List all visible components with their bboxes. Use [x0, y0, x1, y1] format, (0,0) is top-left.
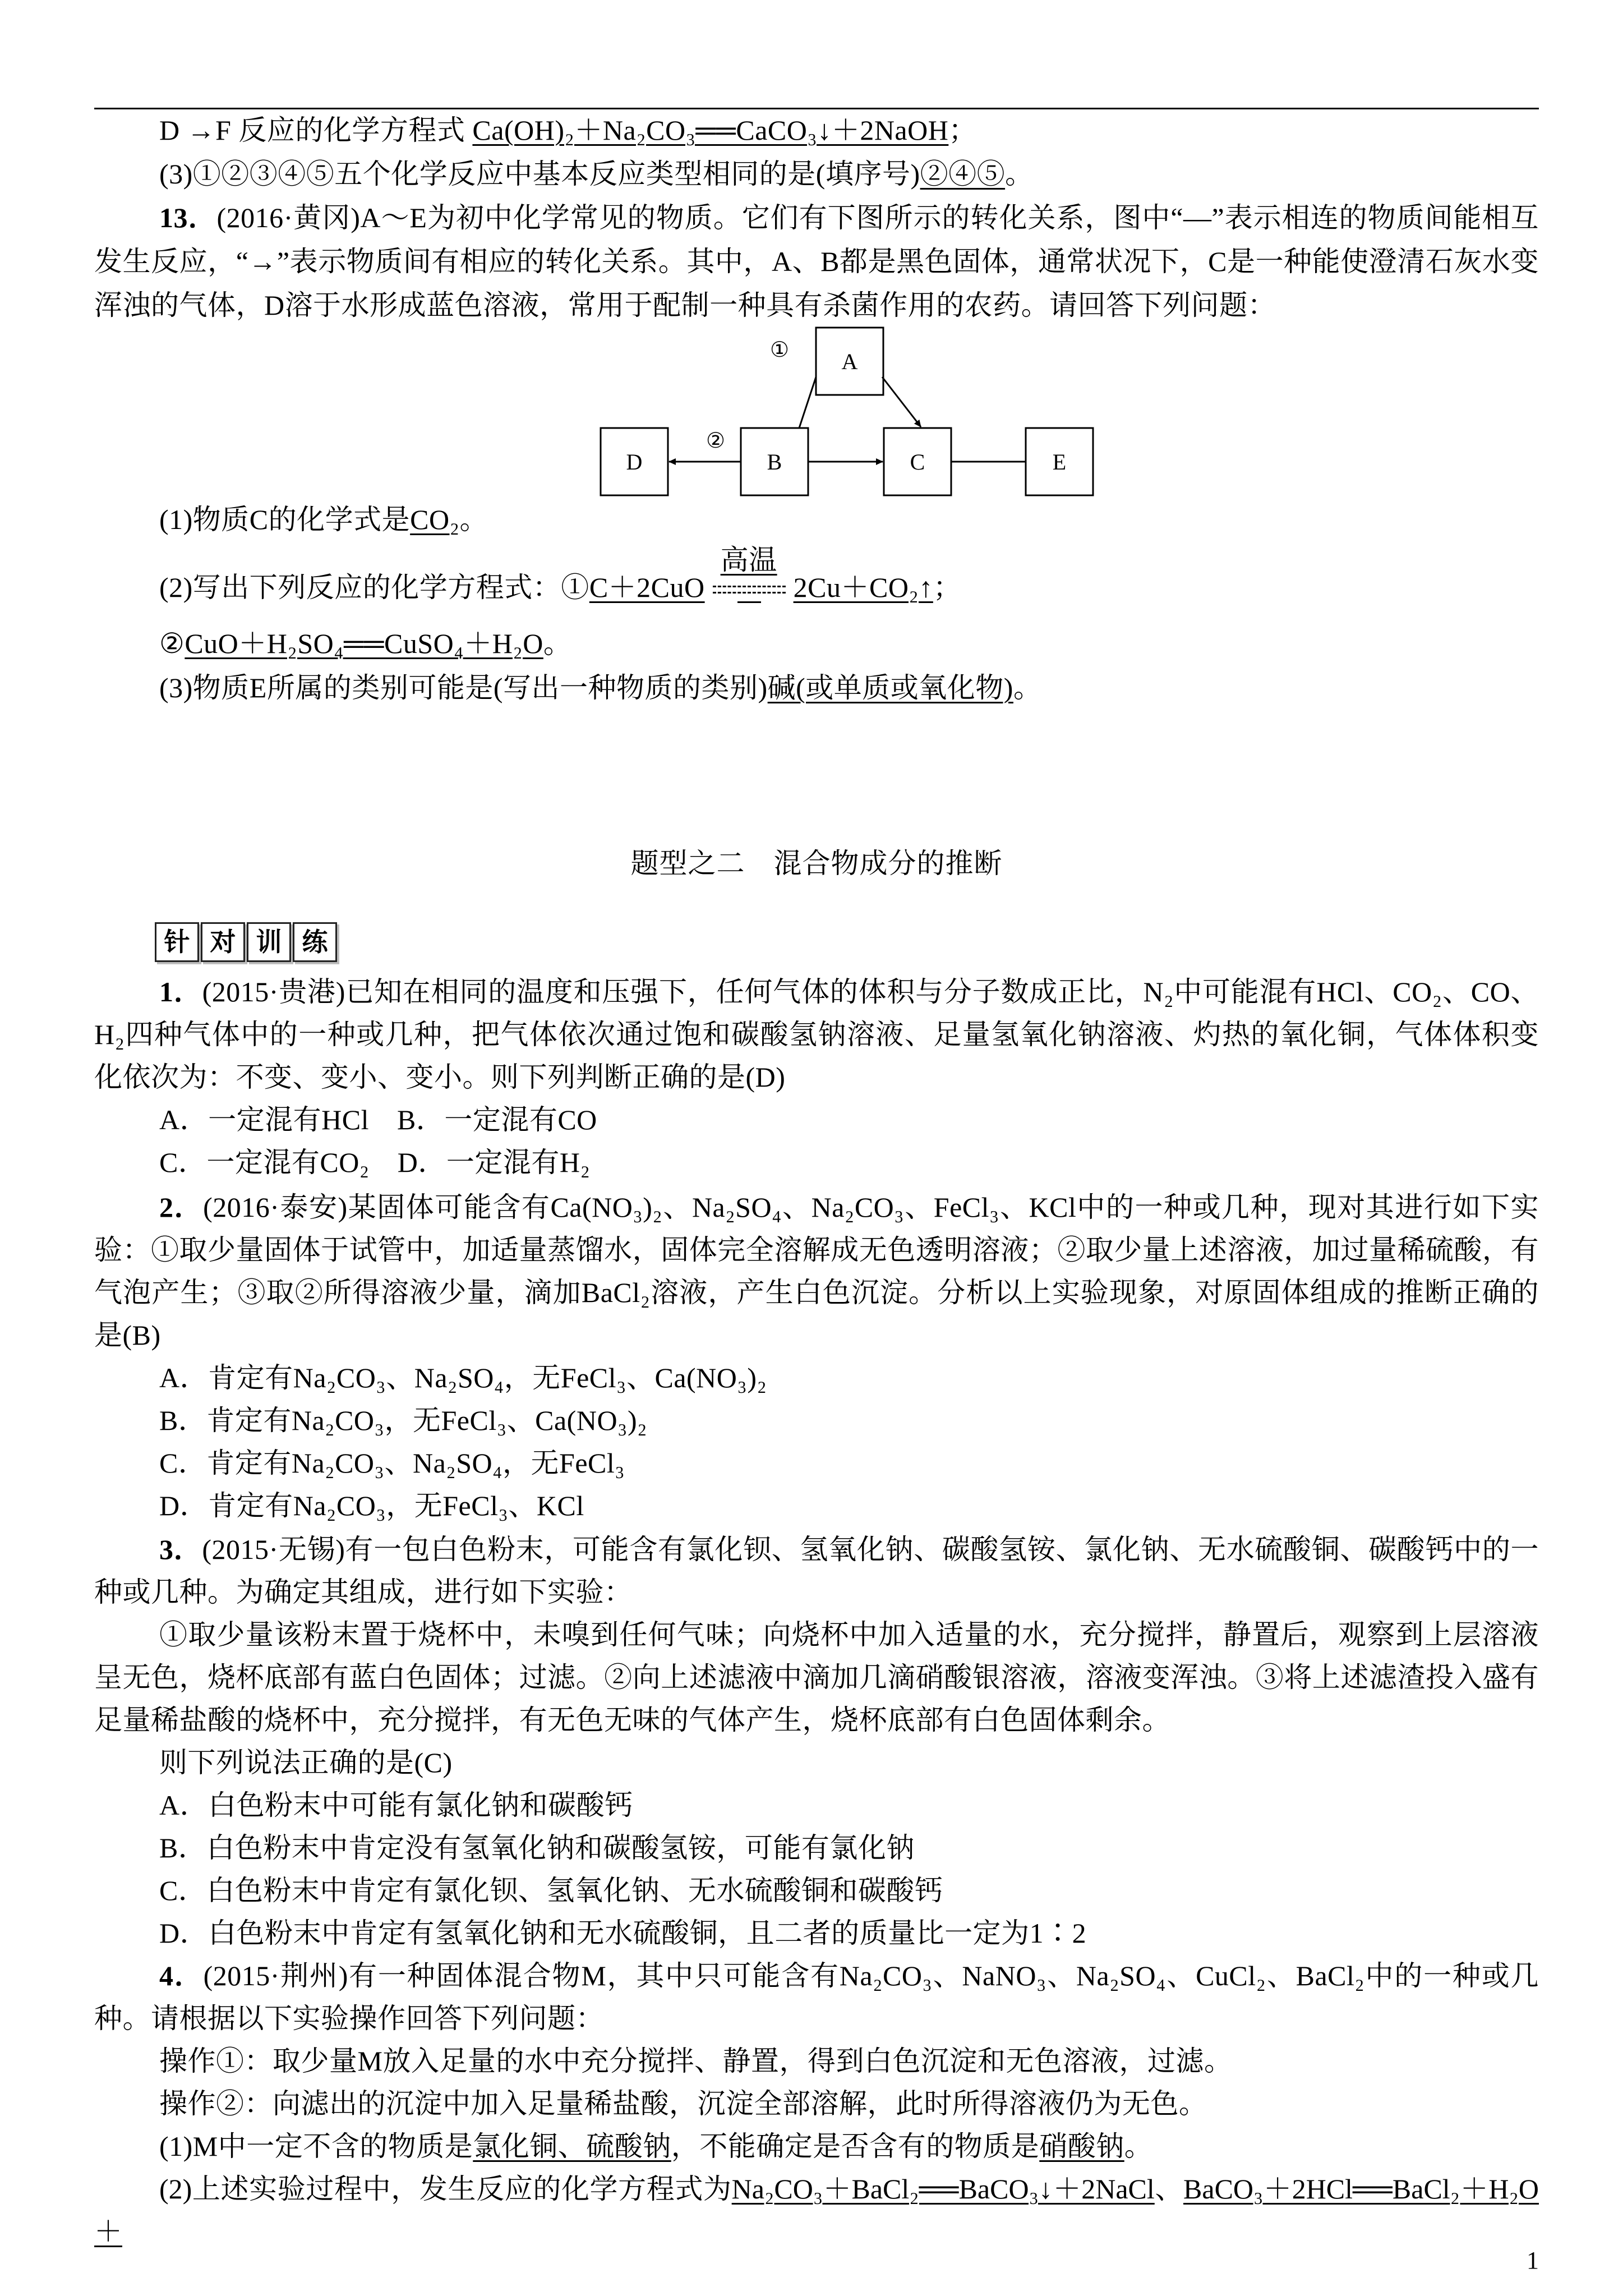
part-end: 。: [1013, 672, 1042, 703]
question-text: (2016·泰安)某固体可能含有Ca(NO₃)₂、Na₂SO₄、Na₂CO₃、FeCl₃、KCl中的一种或几种，现对其进行如下实验：①取少量固体于试管中，加适量蒸馏水，固体完全溶解成无色透明溶液；②取少量上述溶液，加过量稀硫酸，有气泡产生；③取②所得溶液少量，滴加BaCl₂溶液，产生白色沉淀。分析以上实验现象，对原固体组成的推断正确的是(B): [94, 1191, 1539, 1351]
arrow-a-to-c: [882, 377, 921, 427]
reaction-condition-text: 高温: [720, 544, 777, 576]
equation-1: Na₂CO₃＋BaCl₂══BaCO₃↓＋2NaCl: [731, 2173, 1155, 2205]
part-end: 。: [459, 504, 488, 535]
badge-char: 对: [201, 922, 245, 962]
question-prompt: 则下列说法正确的是(C): [159, 1747, 453, 1778]
option-b: B．白色粉末中肯定没有氢氧化钠和碳酸氢铵，可能有氯化钠: [159, 1832, 915, 1864]
equation-separator: 、: [1154, 2173, 1184, 2205]
option-a: A．一定混有HCl: [159, 1104, 369, 1135]
experiment-procedure: ①取少量该粉末置于烧杯中，未嗅到任何气味；向烧杯中加入适量的水，充分搅拌，静置后，观察到上层溶液呈无色，烧杯底部有蓝白色固体；过滤。②向上述滤液中滴加几滴硝酸银溶液，溶液变浑浊。③将上述滤渣投入盛有足量稀盐酸的烧杯中，充分搅拌，有无色无味的气体产生，烧杯底部有白色固体剩余。: [94, 1619, 1539, 1736]
part-label: ②: [159, 628, 185, 659]
option-c: C．一定混有CO₂: [159, 1147, 370, 1178]
option-d: D．肯定有Na₂CO₃，无FeCl₃、KCl: [159, 1490, 584, 1521]
q13-part-1-line: [94, 498, 1539, 541]
part-label: (1)M中一定不含的物质是: [159, 2131, 473, 2162]
step-1-label: ①: [769, 337, 790, 362]
part-answer: CuO＋H₂SO₄══CuSO₄＋H₂O: [185, 628, 543, 659]
section-title: 题型之二 混合物成分的推断: [630, 848, 1003, 879]
part-label: (1)物质C的化学式是: [159, 504, 411, 535]
reaction-type-line: [94, 152, 1539, 196]
question-13-stem: [94, 196, 1539, 327]
badge-char: 针: [155, 922, 199, 962]
step-2-label: ②: [706, 428, 726, 453]
part-answer: 碱(或单质或氧化物): [767, 672, 1013, 703]
question-number: 13．: [159, 202, 217, 233]
question-number: 1．: [159, 976, 202, 1007]
option-c: C．肯定有Na₂CO₃、Na₂SO₄，无FeCl₃: [159, 1447, 625, 1479]
node-d-label: D: [626, 449, 643, 475]
node-a-label: A: [841, 349, 858, 374]
question-4: [94, 1954, 1539, 2253]
conversion-diagram: [583, 314, 1110, 505]
option-b: B．肯定有Na₂CO₃，无FeCl₃、Ca(NO₃)₂: [159, 1405, 648, 1436]
q13-part-3-line: [94, 666, 1539, 709]
part-label: (2)写出下列反应的化学方程式：①: [159, 572, 589, 603]
question-text: (2016·黄冈)A～E为初中化学常见的物质。它们有下图所示的转化关系，图中“—”表示相连的物质间能相互发生反应，“→”表示物质间有相应的转化关系。其中，A、B都是黑色固体，通常状况下，C是一种能使澄清石灰水变浑浊的气体，D溶于水形成蓝色溶液，常用于配制一种具有杀菌作用的农药。请回答下列问题：: [94, 202, 1539, 321]
node-b-label: B: [767, 449, 782, 475]
training-badge: [155, 922, 337, 962]
part-answer-2: 硝酸钠: [1039, 2131, 1124, 2162]
reaction-equals-bar: [737, 601, 761, 603]
question-3-stem: [94, 1528, 1539, 1613]
node-e-label: E: [1052, 449, 1067, 475]
option-b: B．一定混有CO: [396, 1104, 597, 1135]
question-2-stem: [94, 1186, 1539, 1356]
option-c: C．白色粉末中肯定有氯化钡、氢氧化钠、无水硫酸铜和碳酸钙: [159, 1875, 943, 1906]
equation-products: 2Cu＋CO₂↑: [793, 572, 933, 603]
question-number: 2．: [159, 1191, 204, 1223]
q13-part-2-line: [94, 544, 1539, 609]
df-equation-label: D →F 反应的化学方程式: [159, 114, 473, 146]
node-c-label: C: [910, 449, 925, 475]
q13-part-2b-line: [94, 622, 1539, 665]
part-end: ；: [933, 572, 962, 603]
part-label: (3)物质E所属的类别可能是(写出一种物质的类别): [159, 672, 768, 703]
option-row: [94, 1141, 1539, 1184]
q13-part-2: [94, 544, 1539, 609]
question-text: (2015·荆州)有一种固体混合物M，其中只可能含有Na₂CO₃、NaNO₃、Na₂SO₄、CuCl₂、BaCl₂中的一种或几种。请根据以下实验操作回答下列问题：: [94, 1960, 1539, 2034]
question-3: [94, 1528, 1539, 1954]
df-equation-end: ；: [948, 114, 977, 146]
part-mid: ，不能确定是否含有的物质是: [671, 2131, 1040, 2162]
question-text: (2015·无锡)有一包白色粉末，可能含有氯化钡、氢氧化钠、碳酸氢铵、氯化钠、无水硫酸铜、碳酸钙中的一种或几种。为确定其组成，进行如下实验：: [94, 1534, 1539, 1608]
question-text: (2015·贵港)已知在相同的温度和压强下，任何气体的体积与分子数成正比，N₂中可能混有HCl、CO₂、CO、H₂四种气体中的一种或几种，把气体依次通过饱和碳酸氢钠溶液、足量氢氧化钠溶液、灼热的氧化铜，气体体积变化依次为：不变、变小、变小。则下列判断正确的是(D): [94, 976, 1539, 1093]
link-b-a: [799, 377, 816, 428]
reaction-type-label: (3)①②③④⑤五个化学反应中基本反应类型相同的是(填序号): [159, 158, 920, 190]
reaction-type-answer: ②④⑤: [920, 158, 1006, 190]
question-2: [94, 1186, 1539, 1527]
df-equation-answer: Ca(OH)₂＋Na₂CO₃══CaCO₃↓＋2NaOH: [472, 114, 949, 146]
part-label: (2)上述实验过程中，发生反应的化学方程式为: [159, 2173, 732, 2205]
equation-2: BaCO₃＋2HCl══BaCl₂＋H₂O＋: [94, 2173, 1539, 2247]
q13-part-1: [94, 498, 1539, 541]
part-end: 。: [1124, 2131, 1153, 2162]
question-1-stem: [94, 970, 1539, 1098]
option-a: A．肯定有Na₂CO₃、Na₂SO₄，无FeCl₃、Ca(NO₃)₂: [159, 1362, 767, 1393]
badge-char: 练: [293, 922, 337, 962]
equation-reactants: C＋2CuO: [589, 572, 705, 603]
operation-1: 操作①：取少量M放入足量的水中充分搅拌、静置，得到白色沉淀和无色溶液，过滤。: [159, 2045, 1233, 2077]
q13-part-3: [94, 666, 1539, 709]
part-answer-1: 氯化铜、硫酸钠: [473, 2131, 671, 2162]
part-answer: CO₂: [410, 504, 460, 535]
reaction-type-end: 。: [1005, 158, 1034, 190]
q4-part-2-line: [94, 2168, 1539, 2253]
operation-2: 操作②：向滤出的沉淀中加入足量稀盐酸，沉淀全部溶解，此时所得溶液仍为无色。: [159, 2088, 1207, 2119]
option-a: A．白色粉末中可能有氯化钠和碳酸钙: [159, 1789, 633, 1821]
reaction-equals-sign: [713, 586, 786, 593]
df-equation-line: [94, 108, 1539, 152]
q4-part-1-line: [94, 2125, 1539, 2168]
question-4-stem: [94, 1954, 1539, 2040]
part-end: 。: [543, 628, 572, 659]
question-number: 3．: [159, 1534, 202, 1565]
question-number: 4．: [159, 1960, 204, 1991]
badge-char: 训: [247, 922, 291, 962]
q13-intro-block: [94, 108, 1539, 327]
question-1: [94, 970, 1539, 1184]
option-d: D．白色粉末中肯定有氢氧化钠和无水硫酸铜，且二者的质量比一定为1∶2: [159, 1917, 1087, 1949]
q13-part-2b: [94, 622, 1539, 665]
option-row: [94, 1098, 1539, 1141]
reaction-condition: [713, 544, 786, 605]
option-d: D．一定混有H₂: [397, 1147, 591, 1178]
page-number: 1: [1527, 2247, 1539, 2274]
